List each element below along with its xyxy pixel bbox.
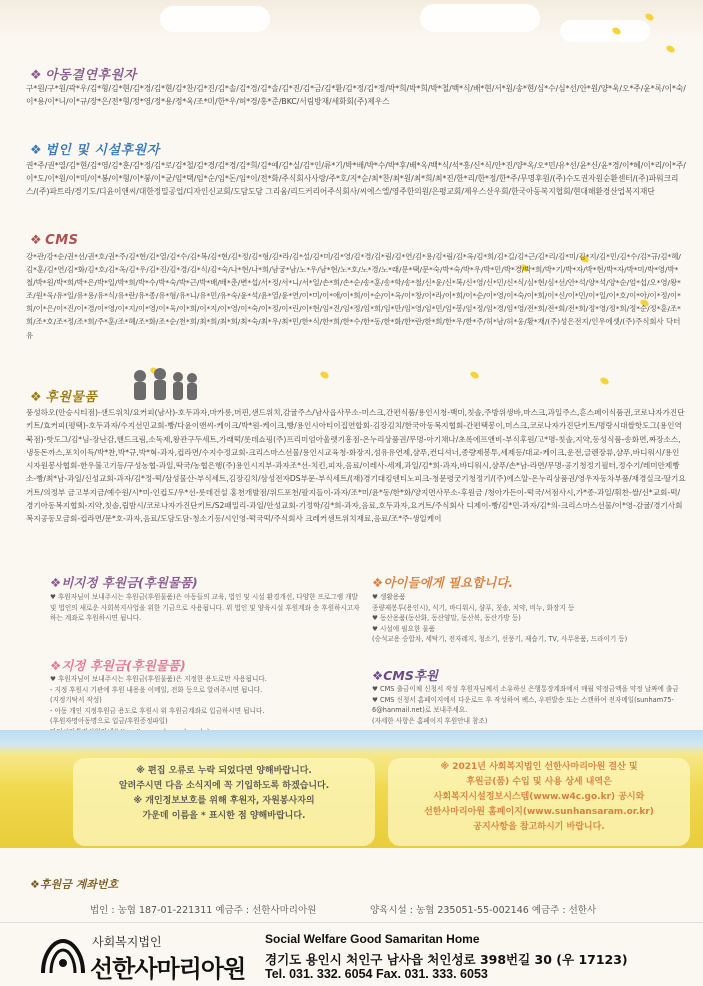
cms-support-title: ❖CMS후원 (372, 668, 438, 683)
children-sketch-decoration (130, 368, 200, 402)
corporate-donors-text: 권*주/권*열/김*현/김*영/김*훈/김*정/김*로/김*철/김*경/김*경/김*희/김*예/김*실/김*인/류*기/박*배/박*수/박*후/배*옥/백*식/석*흥/신*식/안*진/양*옥/오*민/유*선/윤*신/윤*경/이*혜/이*리/이*주/이*도/이*원/이*미/이*봉/이*형/이*붕/이*균/임*택/임*순/임*돈/임*이/전*화/주식회사사랑/주*호/지*순/최*찬/최*원/최*희/최*진/한*리/한*정/한*주/무명후원/(주)수도권자원순환센터/(주)파워크리스/(주)파트라/경기도/디윤이앤씨/대한정밀공업/디자인신교회/도담도담 그리움/리드커리어주식회사/씨에스엘/영주한의원/은평교회/제우스산우회/한국아동복지협회/현대해환경산업복지재단 (26, 161, 686, 196)
organization-english-name: Social Welfare Good Samaritan Home (265, 932, 480, 946)
petal-decoration (665, 44, 676, 54)
cloud-decoration (420, 4, 540, 32)
cloud-decoration (560, 20, 650, 42)
settlement-notice-line: 선한사마리아원 홈페이지(www.sunhansaram.or.kr) (424, 807, 654, 817)
settlement-notice-line: 공지사항을 참고하시기 바랍니다. (473, 822, 605, 832)
edit-notice-line: ※ 편집 오류로 누락 되었다면 양해바랍니다. (136, 766, 312, 776)
settlement-notice-line: ※ 2021년 사회복지법인 선한사마리아원 결산 및 (440, 762, 638, 772)
facility-account: 양육시설 : 농협 235051-55-002146 예금주 : 선한사 (370, 905, 597, 916)
needs-text: ♥ 생활용품 종량제봉투(용인시), 식기, 바디워시, 샴푸, 칫솔, 치약, 비누, 화장지 등 ♥ 동산용품(동산화, 동산양말, 동산복, 동산가방 등) ♥ 시설에 필요한 물품 (승석교용 승합차, 세탁기, 전자레지, 청소기, 선풍기, 제습기, TV, 사무용품, 드라이기 등) (372, 593, 628, 644)
child-donors-title: ❖ 아동결연후원자 (30, 68, 137, 83)
account-title: ❖후원금 계좌번호 (30, 878, 119, 891)
corporate-donors-title: ❖ 법인 및 시설후원자 (30, 143, 160, 158)
child-donors-text: 구*원/구*원/곽*우/김*형/김*현/김*경/김*현/김*찬/김*진/김*솔/김*경/김*솔/김*진/김*금/김*환/김*정/김*정/박*희/박*희/박*철/백*식/배*현/서*원/송*현/심*수/심*선/안*원/양*욱/오*주/윤*록/이*숙/이*용/이*니/이*규/장*은/전*형/정*영/정*용/정*욱/조*미/한*우/허*경/홍*준/BKC/서림방재/세화회(주)제우스 (26, 84, 686, 106)
cms-support-text: ♥ CMS 출금이체 신청서 작성 후원자님께서 소유하신 은행통장계좌에서 매월 약정금액을 약정 날짜에 출금 ♥ CMS 신청서 홈페이지에서 다운로드 후 작성하여 팩스, 우편발송 또는 스캔하여 전자메일(sunham75-6@hanmail.net)로 보내주세요. (자세한 사항은 홈페이지 후원안내 참조) (372, 685, 679, 725)
designated-title: ❖지정 후원금(후원물품) (50, 658, 186, 673)
organization-address: 경기도 용인시 처인구 남사읍 처인성로 398번길 30 (우 17123) (265, 952, 628, 967)
nondesignated-title: ❖비지정 후원금(후원물품) (50, 575, 198, 590)
petal-decoration (599, 376, 610, 386)
designated-text: ♥ 후원자님이 보내주시는 후원금(후원물품)은 지정한 용도로만 사용됩니다. - 지정 후원시 기관에 후원 내용을 이메일, 전화 등으로 알려주시면 됩니다. (지정기탁서 작성) - 아동 개인 지정후원금 용도로 후원시 위 후원금계좌로 입금하시면 됩니다. (후원자명아동명으로 입금/후원증정파일) (50, 675, 267, 726)
nondesignated-text: ♥ 후원자님이 보내주시는 후원금(후원물품)은 아동들의 교육, 법인 및 시설 환경개선, 다양한 프로그램 개발 및 법인의 새로운 사회복지사업을 위한 기금으로 사용됩니다. 위 법인 및 양육시설 후원계좌 송 후원하시고자 하는 계좌로 후원하시면 됩니다. (50, 593, 360, 623)
edit-notice-line: 알려주시면 다음 소식지에 꼭 기입하도록 하겠습니다. (118, 781, 330, 791)
needs-title: ❖아이들에게 필요합니다. (372, 575, 514, 590)
goods-text: 풍성하오(안승시티점)-샌드위치/요커피(남사)-호두과자,마카롱,머핀,샌드위치,감귤주스/남사읍사무소-미스크,간편식품/용인시청-백미,칫솔,주방위생바,마스크,과일주스,흔스페이식품권,코로나자가진단키트/효커피(평택)-호두과자/수지선민교회-빵/다윤이앤씨-케이크/박*원-케이크,빵/용인시아티이집연합회-김장김치/한국아동복지협회-간편택봉이,미스크,코로나자가진단키트/명랑시대쌀핫도그(용인역북점)-핫도그/김*님-장난감,핸드크림,소독제,왕관구두세트,가래떡/롯데쇼핑(주)프리미엄아울렛기흥점-온누리상품권/무명-아기채나/초록에프앤비-부식후원/고*명-칫솔,지약,동성식품-송화면,짜장소스,냉동돈까스,포치이득/박*찬,박*규,박*혁-과자,컵라면/수지수정교회-크리스마스선물/용인시교육청-화장지,섬유유연제,샴푸,컨디셔너,종량제봉투,세제등/대교-케이크,운전,글렌장류,샴푸,바디워시/용인시자원봉사협회-한우불고기등/구성농협-과일,딱국/농협은행(주)용인시지부-과자조*선-치킨,피자,음료/이레사-세제,과일/김*희-과자,바디워시,샴푸/손*남-라면/무명-공기청정기필터,정수기/레미안제빵소-빵/최*남-과일/신성교회-과자/김*정-떡/삼성물산-부식세트,김장김치/삼성전자DS부문-부식세트/(재)경기대킹덴티노피크-청문령굿기청정기/(주)에스알-온누리상품권/영우자동차부품/재경실크-딸기요거트/의정부 금고부지금/예수원/시*미-인컵도/우*선-롯데건설 홍천개발점/위드포천/팔지들이-과자/조*미/윤*동/한*화/양지면사무소-후원금 /청아가든이-떡국/서점사시,가*종-과일/휘찬-쌀/신*교회-떡/경기아동복지협회-지약,칫솔,립밤시/코로나자가진단키트/S2패밀리-과일/안성교회-기정학/김*희-과자,음료,호두과자,요거트/주식회사 디제이-빵/김*민-과자/김*의-크리스마스선물/이*영-감귤/경기사회복지공동모금회-컵라면/문*호-과자,음료/도담도담-청소기등/시인영-떡국떡/주식회사 크레커센트위치재료,음료/조*주-생일케이 (26, 408, 686, 524)
organization-contact: Tel. 031. 332. 6054 Fax. 031. 333. 6053 (265, 967, 488, 981)
cms-text: 강*관/강*순/권*선/권*호/권*주/김*현/김*열/김*수/김*복/김*현/김*정/김*형/김*라/김*설/김*미/김*영/김*경/김*림/김*연/김*용/김*림/김*옥/김*희/김*길/김*근/김*리/김*미/김*지/김*민/김*수/김*규/김*혜/김*훈/김*연/김*화/김*호/김*옥/김*우/김*진/김*경/김*식/김*숙/나*현/나*희/남궁*남/노*우/남*현/노*호/노*경/노*래/문*택/문*숙/박*숙/박*우/박*민/박*경/박*희/박*기/박*자/박*현/박*자/박*미/박*영/박*철/박*원/박*희/박*은/박*일/박*희/박*수/박*숙/박*근/박*배/배*춘/변*섭/서*정/서*니/서*일/손*희/손*순/송*훈/송*학/송*철/신*윤/신*복/신*영/신*민/신*식/심*현/심*선/안*석/양*석/양*순/엄*섭/오*영/왕*조/원*욱/유*일/유*용/유*식/유*란/유*종/유*형/유*니/유*민/유*숙/윤*석/윤*열/윤*연/이*미/이*애/이*희/이*순/이*옥/이*창/이*라/이*희/이*순/이*영/이*숙/이*희/이*신/이*민/이*일/이*호/이*아/이*정/이*희/이*은/이*진/이*경/이*영/이*지/이*영/이*욱/이*희/이*지/이*영/이*숙/이*정/이*린/이*현/임*진/임*정/임*희/임*만/임*영/임*민/임*봉/임*정/임*경/임*영/전*희/전*회/전*희/정*영/정*희/정*순/정*훈/조*희/조*호/조*정/조*희/주*훈/조*혜/조*화/조*순/천*희/최*희/최*희/최*숙/최*우/최*민/한*식/한*희/한*수/한*동/한*화/한*란/한*희/한*우/한*주/허*남/허*웅/황*재/(주)성은전지/인우에셋/(주)주식회사 닥터유 (26, 252, 681, 340)
footer-divider (0, 922, 703, 923)
edit-notice (73, 758, 375, 846)
edit-notice-line: ※ 개인정보보호를 위해 후원자, 자원봉사자의 (133, 796, 315, 806)
organization-name: 선한사마리아원 (90, 955, 246, 983)
cms-title: ❖ CMS (30, 233, 79, 248)
organization-type: 사회복지법인 (92, 935, 162, 949)
settlement-notice-line: 사회복지시설정보시스템(www.w4c.go.kr) 공시와 (433, 792, 645, 802)
settlement-notice (388, 758, 690, 846)
edit-notice-line: 가운데 이름을 * 표시한 점 양해바랍니다. (142, 811, 306, 821)
petal-decoration (469, 370, 480, 380)
corp-account: 법인 : 농협 187-01-221311 예금주 : 선한사마리아원 (90, 905, 317, 916)
organization-logo (40, 935, 86, 977)
goods-title: ❖ 후원물품 (30, 390, 98, 405)
settlement-notice-line: 후원금(품) 수입 및 사용 상세 내역은 (466, 777, 612, 787)
cloud-decoration (160, 6, 270, 32)
petal-decoration (319, 370, 330, 380)
